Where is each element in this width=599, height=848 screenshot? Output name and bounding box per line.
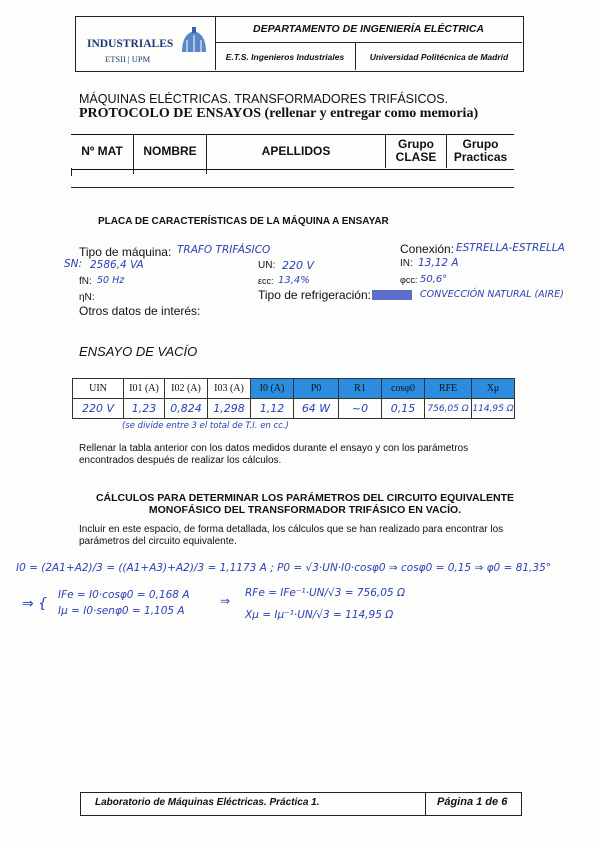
school-name: E.T.S. Ingenieros Industriales (215, 43, 356, 70)
tipo-value: TRAFO TRIFÁSICO (177, 244, 271, 256)
table-row (73, 399, 515, 419)
document-title: PROTOCOLO DE ENSAYOS (rellenar y entregar como memoria) (79, 106, 479, 121)
col-grupo-practicas: Grupo Practicas (453, 137, 508, 164)
value-cell: 1,12 (251, 399, 294, 419)
placa-heading: PLACA DE CARACTERÍSTICAS DE LA MÁQUINA A ENSAYAR (98, 216, 389, 227)
divider (71, 168, 72, 176)
vacio-title: ENSAYO DE VACÍO (79, 344, 198, 359)
ecc-label: εcc: (258, 276, 274, 286)
footer-lab: Laboratorio de Máquinas Eléctricas. Práctica 1. (95, 797, 320, 808)
header-cell: P0 (294, 379, 339, 399)
un-label: UN: (258, 260, 276, 271)
dome-icon (179, 26, 209, 56)
conexion-label: Conexión: (400, 242, 455, 256)
phicc-value: 50,6° (420, 274, 448, 285)
handwritten-note: (se divide entre 3 el total de T.I. en cc.) (122, 421, 289, 431)
calc-eq2b: Iμ = I0·senφ0 = 1,105 A (58, 605, 185, 617)
calculos-heading-line2: MONOFÁSICO DEL TRANSFORMADOR TRIFÁSICO EN VACÍO. (148, 504, 462, 516)
divider (71, 187, 514, 188)
document-subtitle: MÁQUINAS ELÉCTRICAS. TRANSFORMADORES TRIFÁSICOS. (79, 92, 449, 106)
value-cell: ~0 (339, 399, 382, 419)
value-cell: 1,298 (208, 399, 251, 419)
sn-value: 2586,4 VA (90, 259, 144, 271)
value-cell: 114,95 Ω (472, 399, 515, 419)
scribble-mark (372, 290, 412, 300)
col-apellidos: APELLIDOS (261, 143, 331, 158)
value-cell: 0,824 (165, 399, 208, 419)
header-cell: I01 (A) (124, 379, 165, 399)
header-cell: I0 (A) (251, 379, 294, 399)
school-logo (75, 16, 216, 70)
incluir-instructions: Incluir en este espacio, de forma detallada, los cálculos que se han realizado para encontrar los parámetros del circuito equivalente. (79, 524, 504, 547)
refrig-value: CONVECCIÓN NATURAL (AIRE) (420, 289, 564, 300)
sn-label: SN: (64, 258, 83, 270)
logo-line2: ETSII | UPM (105, 54, 151, 64)
tipo-label: Tipo de máquina: (79, 245, 172, 259)
logo-line1: INDUSTRIALES (87, 38, 174, 50)
header-cell: I03 (A) (208, 379, 251, 399)
col-nombre: NOMBRE (143, 143, 197, 158)
calc-eq3a: RFe = IFe⁻¹·UN/√3 = 756,05 Ω (245, 587, 405, 599)
otros-label: Otros datos de interés: (79, 304, 201, 318)
ecc-value: 13,4% (278, 275, 310, 286)
implies-arrow: ⇒ { (22, 596, 48, 612)
value-cell: 1,23 (124, 399, 165, 419)
university-name: Universidad Politécnica de Madrid (369, 51, 509, 62)
fn-label: fN: (79, 276, 92, 287)
department-name: DEPARTAMENTO DE INGENIERÍA ELÉCTRICA (215, 16, 522, 43)
phicc-label: φcc: (400, 275, 418, 285)
value-cell: 756,05 Ω (425, 399, 472, 419)
refrig-label: Tipo de refrigeración: (258, 288, 371, 302)
implies-arrow: ⇒ (220, 594, 231, 608)
fn-value: 50 Hz (97, 275, 125, 286)
page-number: Página 1 de 6 (437, 796, 508, 808)
header-cell: cosφ0 (382, 379, 425, 399)
vacio-table (72, 378, 515, 419)
value-cell: 0,15 (382, 399, 425, 419)
calculos-heading-line1: CÁLCULOS PARA DETERMINAR LOS PARÁMETROS DEL CIRCUITO EQUIVALENTE (95, 492, 515, 504)
calc-eq2a: IFe = I0·cosφ0 = 0,168 A (58, 589, 190, 601)
un-value: 220 V (282, 259, 315, 272)
header-cell: RFE (425, 379, 472, 399)
calc-eq1: I0 = (2A1+A2)/3 = ((A1+A3)+A2)/3 = 1,1173 A ; P0 = √3·UN·I0·cosφ0 ⇒ cosφ0 = 0,15 ⇒ φ0 = 81,35° (16, 562, 551, 574)
eta-label: ηN: (79, 292, 95, 303)
in-label: IN: (400, 258, 413, 269)
value-cell: 64 W (294, 399, 339, 419)
value-cell: 220 V (73, 399, 124, 419)
table-header-row (73, 379, 515, 399)
header-cell: R1 (339, 379, 382, 399)
col-mat: Nº MAT (81, 143, 123, 158)
calc-eq3b: Xμ = Iμ⁻¹·UN/√3 = 114,95 Ω (245, 609, 394, 621)
divider (425, 792, 426, 816)
rellenar-instructions: Rellenar la tabla anterior con los datos medidos durante el ensayo y con los parámetros encontrados después de realizar los cálculos. (79, 443, 469, 466)
calculos-heading (90, 492, 520, 516)
conexion-value: ESTRELLA-ESTRELLA (456, 242, 565, 254)
header-cell: I02 (A) (165, 379, 208, 399)
header-cell: UIN (73, 379, 124, 399)
col-grupo-clase: Grupo CLASE (395, 137, 437, 164)
in-value: 13,12 A (418, 257, 459, 269)
header-cell: Xμ (472, 379, 515, 399)
